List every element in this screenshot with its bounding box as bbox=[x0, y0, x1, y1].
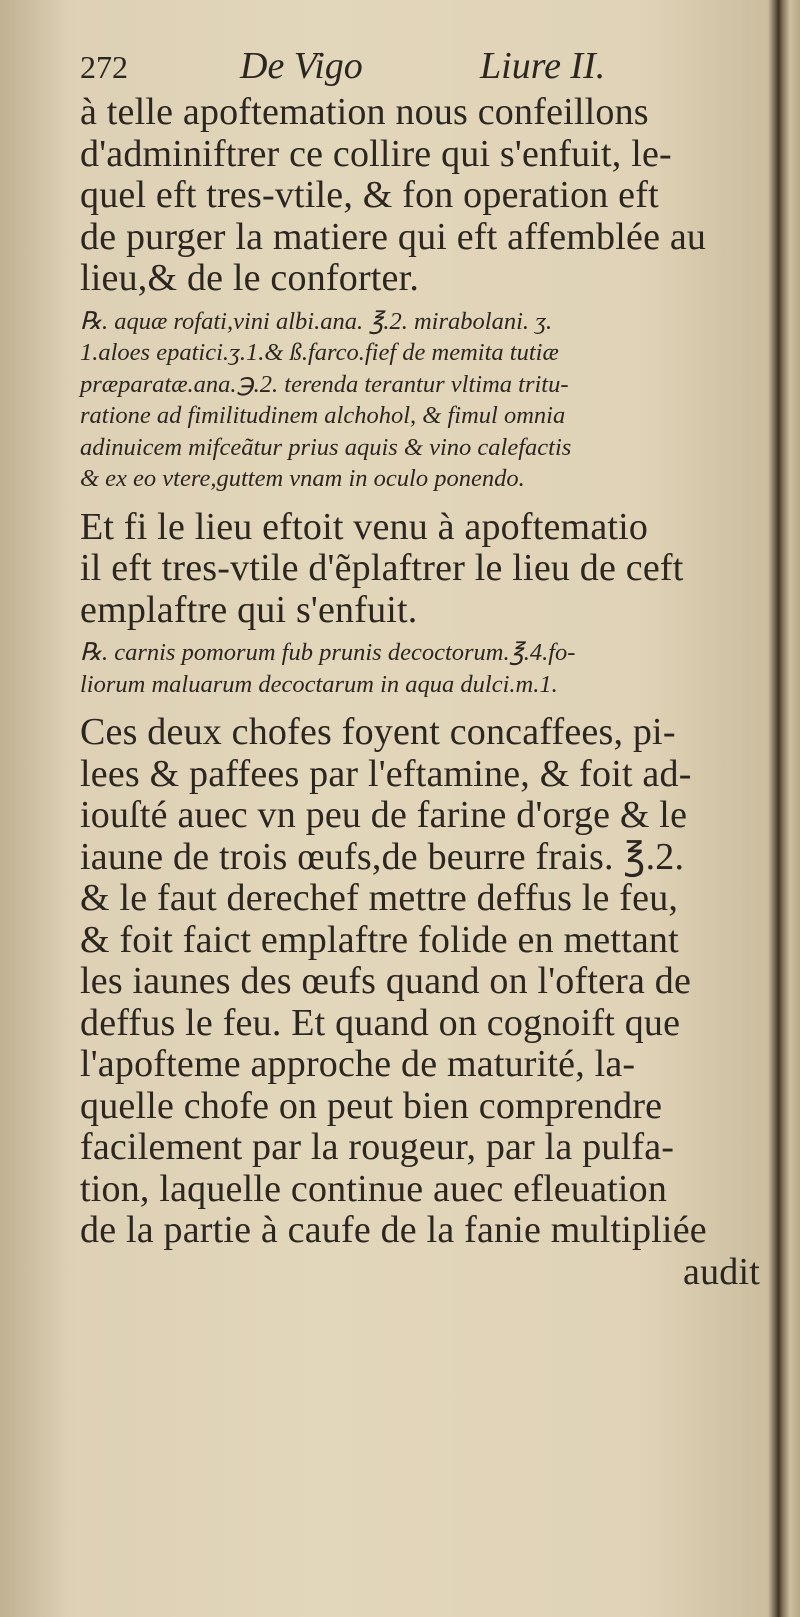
text-line: iouſté auec vn peu de farine d'orge & le bbox=[80, 794, 688, 836]
page-edge bbox=[778, 0, 800, 1617]
text-line: facilement par la rougeur, par la pulfa- bbox=[80, 1126, 675, 1168]
paragraph-2 bbox=[80, 507, 770, 632]
text-line: lees & paffees par l'eftamine, & foit ad- bbox=[80, 752, 692, 795]
running-header bbox=[80, 40, 770, 92]
text-line: quel eft tres-vtile, & fon operation eft bbox=[80, 174, 659, 216]
recipe-2 bbox=[80, 637, 770, 700]
text-line: à telle apoftemation nous confeillons bbox=[80, 91, 649, 133]
text-line: il eft tres-vtile d'ẽplaftrer le lieu de ceft bbox=[80, 547, 684, 589]
recipe-line: præparatæ.ana.℈.2. terenda terantur vltima tritu- bbox=[80, 370, 569, 398]
recipe-line: adinuicem mifceãtur prius aquis & vino calefactis bbox=[80, 433, 572, 461]
recipe-line: ℞. aquæ rofati,vini albi.ana. ℥.2. mirabolani. ʒ. bbox=[80, 307, 553, 335]
catchword: audit bbox=[683, 1250, 760, 1293]
text-line: de purger la matiere qui eft affemblée au bbox=[80, 215, 707, 258]
text-line: l'apofteme approche de maturité, la- bbox=[80, 1043, 636, 1085]
paragraph-3 bbox=[80, 712, 770, 1252]
text-line: iaune de trois œufs,de beurre frais. ℥.2. bbox=[80, 835, 685, 878]
text-line: Ces deux chofes foyent concaffees, pi- bbox=[80, 711, 676, 753]
page-text bbox=[80, 40, 770, 1293]
recipe-line: 1.aloes epatici.ʒ.1.& ß.farco.fief de memita tutiæ bbox=[80, 339, 559, 366]
recipe-line: & ex eo vtere,guttem vnam in oculo ponendo. bbox=[80, 465, 525, 492]
text-line: tion, laquelle continue auec efleuation bbox=[80, 1167, 668, 1210]
text-line: quelle chofe on peut bien comprendre bbox=[80, 1084, 663, 1127]
running-title: De Vigo bbox=[240, 45, 363, 87]
text-line: Et fi le lieu eftoit venu à apoftematio bbox=[80, 505, 649, 548]
recipe-1 bbox=[80, 306, 770, 495]
recipe-line: liorum maluarum decoctarum in aqua dulci.m.1. bbox=[80, 670, 558, 698]
page-number: 272 bbox=[80, 49, 128, 85]
text-line: & foit faict emplaftre folide en mettant bbox=[80, 918, 679, 961]
recipe-line: ratione ad fimilitudinem alchohol, & fimul omnia bbox=[80, 402, 566, 429]
recipe-line: ℞. carnis pomorum fub prunis decoctorum.℥.4.fo- bbox=[80, 639, 576, 666]
text-line: d'adminiftrer ce collire qui s'enfuit, le- bbox=[80, 132, 672, 175]
paragraph-1 bbox=[80, 92, 770, 300]
text-line: deffus le feu. Et quand on cognoift que bbox=[80, 1001, 681, 1044]
text-line: lieu,& de le conforter. bbox=[80, 257, 420, 299]
gutter-shadow bbox=[0, 0, 70, 1617]
text-line: les iaunes des œufs quand on l'oftera de bbox=[80, 960, 692, 1002]
text-line: emplaftre qui s'enfuit. bbox=[80, 588, 418, 631]
text-line: & le faut derechef mettre deffus le feu, bbox=[80, 877, 679, 919]
book-label: Liure II. bbox=[480, 45, 606, 87]
text-line: de la partie à caufe de la fanie multipliée bbox=[80, 1209, 707, 1251]
